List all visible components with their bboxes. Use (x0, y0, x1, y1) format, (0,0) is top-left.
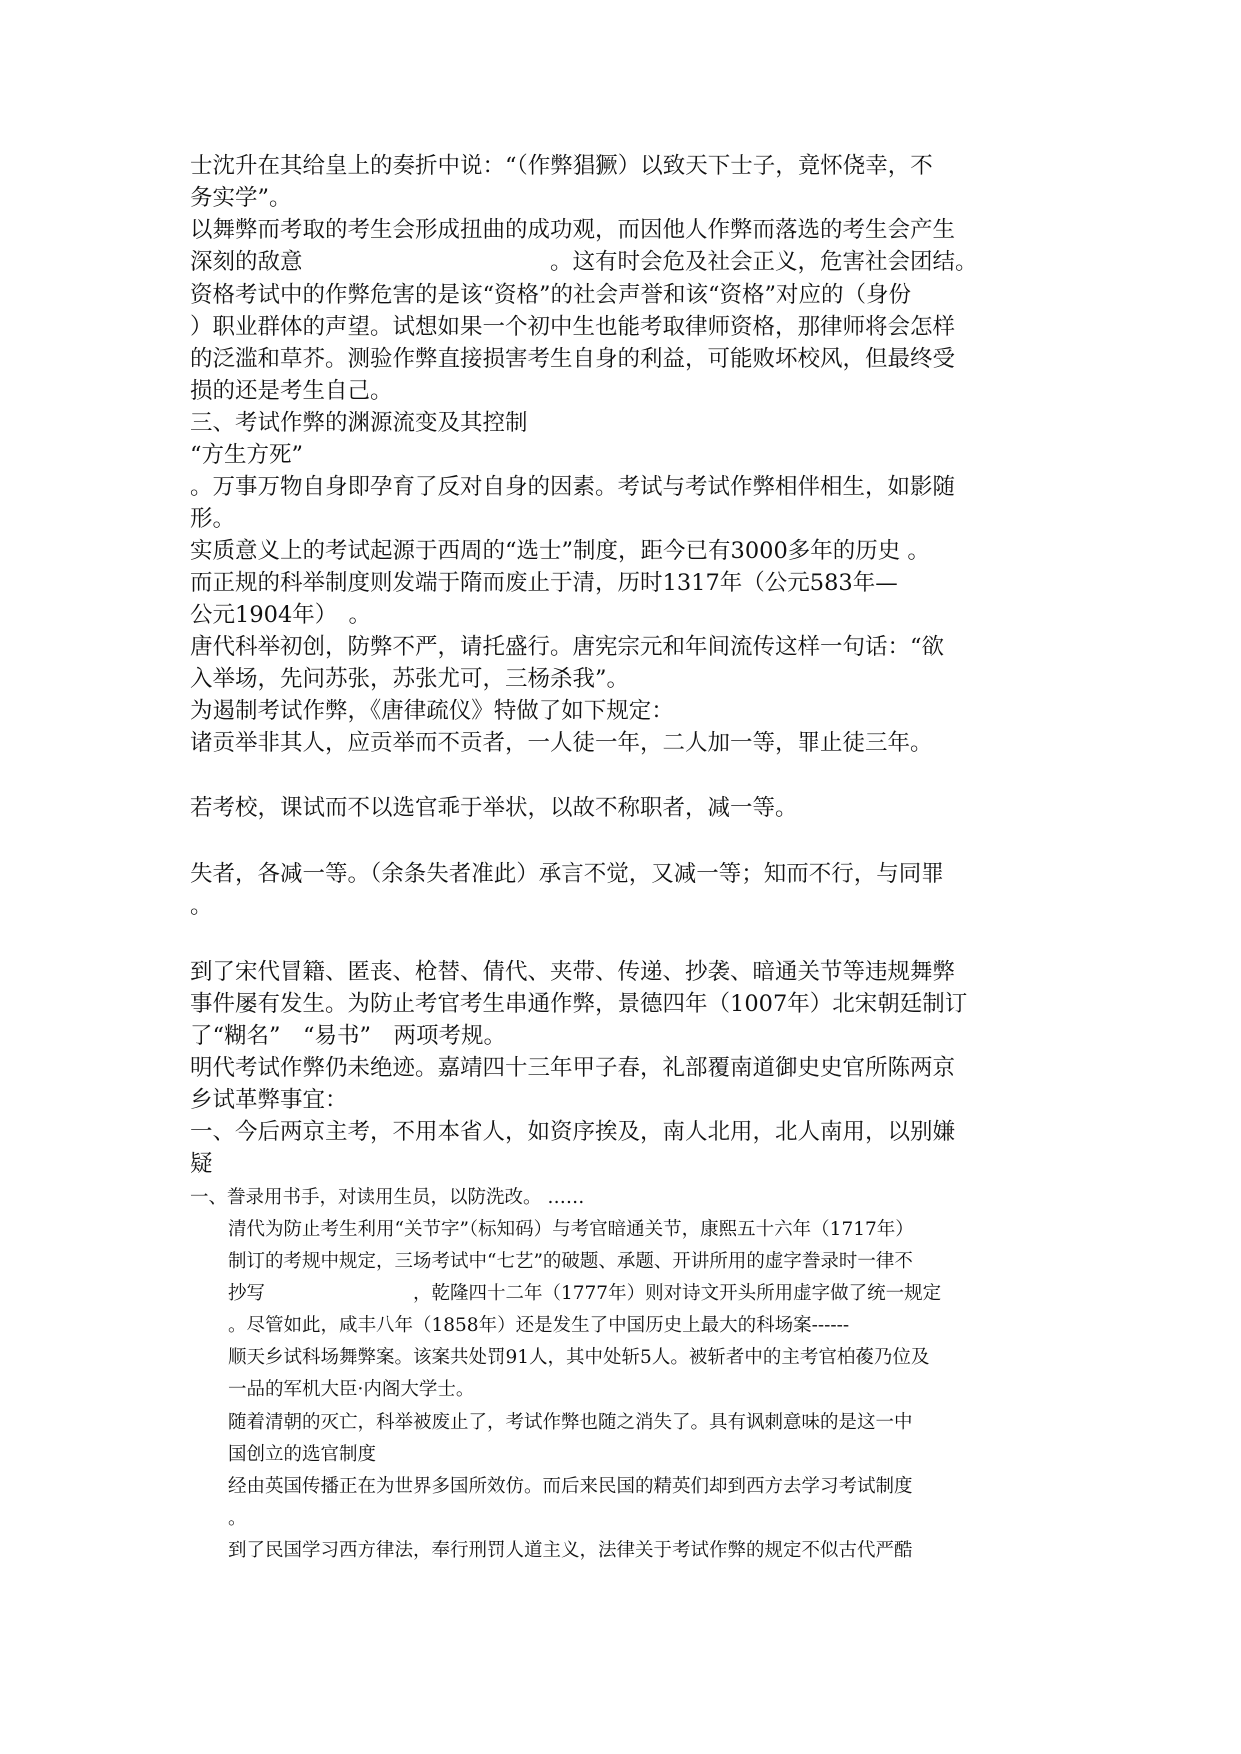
text-line: 。 (190, 893, 213, 919)
text-line-small: 顺天乡试科场舞弊案。该案共处罚91人，其中处斩5人。被斩者中的主考官柏葰乃位及 (228, 1347, 930, 1368)
text-line: 入举场，先问苏张，苏张尤可，三杨杀我”。 (190, 666, 630, 692)
text-line-small: 一品的军机大臣·内阁大学士。 (228, 1379, 475, 1400)
text-line: ）职业群体的声望。试想如果一个初中生也能考取律师资格，那律师将会怎样 (190, 314, 956, 340)
text-line-small: 。 (228, 1508, 247, 1529)
text-line: 失者，各减一等。（余条失者准此）承言不觉，又减一等；知而不行，与同罪 (190, 861, 944, 887)
text-line-small: 制订的考规中规定，三场考试中“七艺”的破题、承题、开讲所用的虚字誊录时一律不 (228, 1251, 913, 1272)
text-line: 为遏制考试作弊，《唐律疏仪》特做了如下规定： (190, 698, 674, 724)
text-line: 务实学”。 (190, 185, 292, 211)
text-line: 形。 (190, 506, 236, 532)
text-line-small: 。尽管如此，咸丰八年（1858年）还是发生了中国历史上最大的科场案------ (228, 1315, 850, 1336)
text-line: 唐代科举初创，防弊不严，请托盛行。唐宪宗元和年间流传这样一句话：“欲 (190, 634, 945, 660)
text-line: 深刻的敌意 。这有时会危及社会正义，危害社会团结。 (190, 249, 978, 275)
text-line: 诸贡举非其人，应贡举而不贡者，一人徒一年，二人加一等，罪止徒三年。 (190, 730, 933, 756)
text-line-small: 清代为防止考生利用“关节字”（标知码）与考官暗通关节，康熙五十六年（1717年） (228, 1219, 914, 1240)
section-heading: 三、考试作弊的渊源流变及其控制 (190, 410, 528, 436)
text-line-small: 一、誊录用书手，对读用生员，以防洗改。 …… (190, 1187, 585, 1208)
text-line: “方生方死” (190, 442, 304, 468)
text-line-small: 经由英国传播正在为世界多国所效仿。而后来民国的精英们却到西方去学习考试制度 (228, 1476, 913, 1497)
text-line: 实质意义上的考试起源于西周的“选士”制度，距今已有3000多年的历史 。 (190, 538, 930, 564)
text-line: 士沈升在其给皇上的奏折中说：“（作弊猖獗）以致天下士子，竟怀侥幸，不 (190, 153, 933, 179)
text-line-small: 随着清朝的灭亡，科举被废止了，考试作弊也随之消失了。具有讽刺意味的是这一中 (228, 1412, 913, 1433)
text-line: 公元1904年） 。 (190, 602, 372, 628)
text-line: 。万事万物自身即孕育了反对自身的因素。考试与考试作弊相伴相生，如影随 (190, 474, 956, 500)
text-line: 一、今后两京主考，不用本省人，如资序挨及，南人北用，北人南用，以别嫌 (190, 1119, 956, 1145)
text-line: 以舞弊而考取的考生会形成扭曲的成功观，而因他人作弊而落选的考生会产生 (190, 217, 956, 243)
text-line: 到了宋代冒籍、匿丧、枪替、倩代、夹带、传递、抄袭、暗通关节等违规舞弊 (190, 959, 956, 985)
text-line: 资格考试中的作弊危害的是该“资格”的社会声誉和该“资格”对应的（身份 (190, 282, 912, 308)
text-line: 事件屡有发生。为防止考官考生串通作弊，景德四年（1007年）北宋朝廷制订 (190, 991, 968, 1017)
text-line: 而正规的科举制度则发端于隋而废止于清，历时1317年（公元583年— (190, 570, 898, 596)
text-line: 乡试革弊事宜： (190, 1087, 348, 1113)
text-line: 疑 (190, 1151, 213, 1177)
text-line: 了“糊名” “易书” 两项考规。 (190, 1023, 507, 1049)
text-line: 若考校，课试而不以选官乖于举状，以故不称职者，减一等。 (190, 795, 798, 821)
text-line: 的泛滥和草芥。测验作弊直接损害考生自身的利益，可能败坏校风，但最终受 (190, 346, 956, 372)
text-line-small: 抄写 ，乾隆四十二年（1777年）则对诗文开头所用虚字做了统一规定 (228, 1283, 942, 1304)
text-line-small: 到了民国学习西方律法，奉行刑罚人道主义，法律关于考试作弊的规定不似古代严酷 (228, 1540, 913, 1561)
text-line: 明代考试作弊仍未绝迹。嘉靖四十三年甲子春，礼部覆南道御史史官所陈两京 (190, 1055, 956, 1081)
text-line-small: 国创立的选官制度 (228, 1444, 377, 1465)
text-line: 损的还是考生自己。 (190, 378, 393, 404)
